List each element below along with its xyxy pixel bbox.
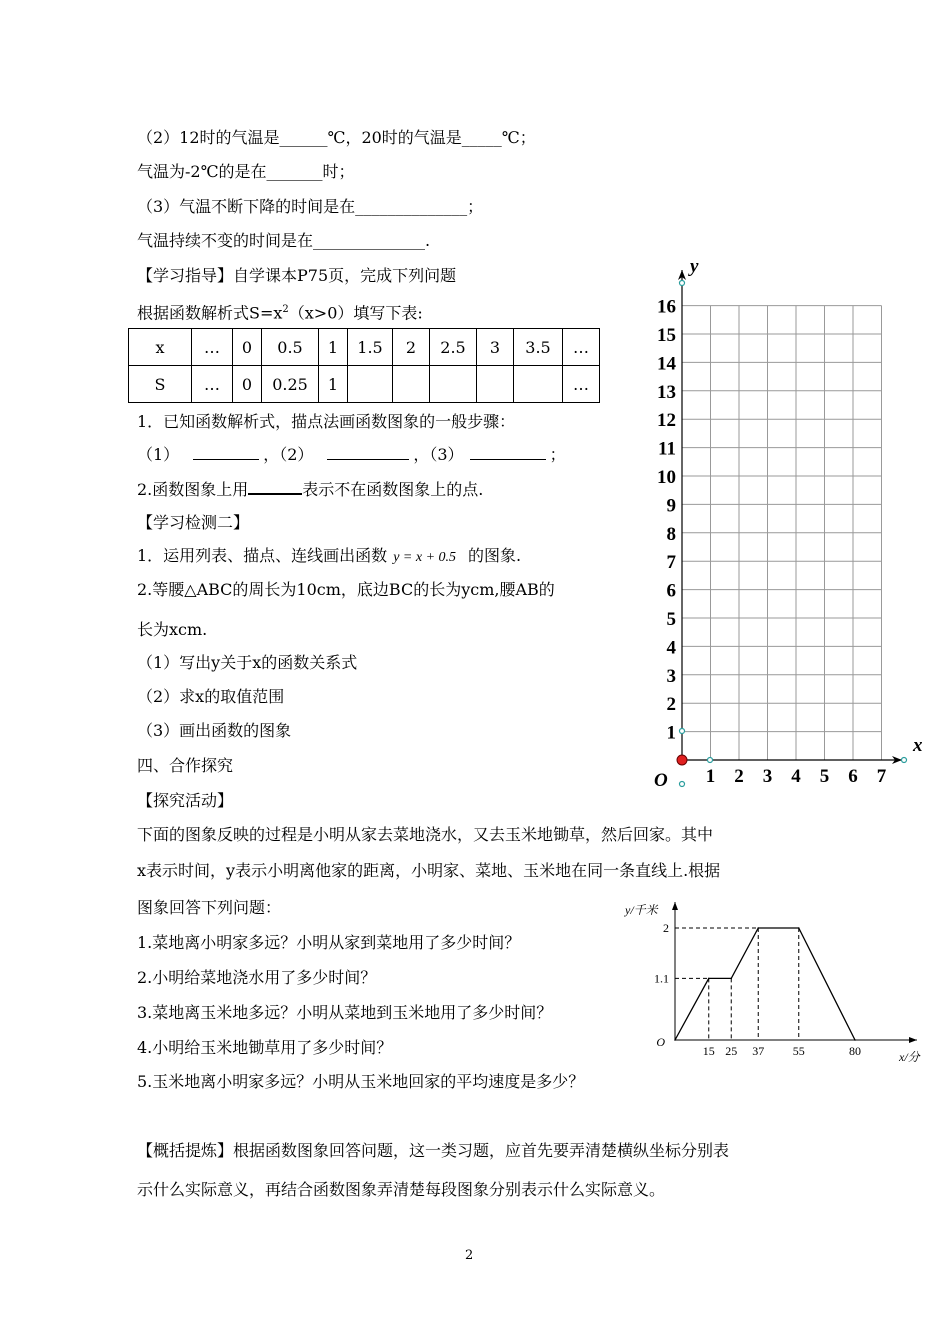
- chart-point: [730, 978, 732, 980]
- handle-dot: [680, 782, 685, 787]
- chart-x-tick-label: 55: [792, 1044, 805, 1058]
- x-tick-label: 4: [791, 766, 801, 787]
- table-cell-s-10: …: [563, 366, 600, 403]
- table-row-s: [129, 366, 600, 403]
- y-tick-label: 9: [666, 495, 676, 517]
- chart-series-line: [675, 928, 855, 1040]
- x-tick-label: 5: [819, 766, 830, 787]
- chart-x-tick-label: 25: [725, 1044, 738, 1058]
- chart-point: [708, 978, 710, 980]
- question-1: 1.菜地离小明家多远？小明从家到菜地用了多少时间？: [137, 933, 521, 952]
- table-cell-x-5: 1.5: [348, 329, 393, 366]
- y-tick-label: 5: [666, 609, 676, 630]
- y-tick-label: 4: [666, 637, 676, 659]
- handle-dot: [902, 758, 907, 763]
- table-cell-x-10: …: [563, 329, 600, 366]
- summary-2: 示什么实际意义，再结合函数图象弄清楚每段图象分别表示什么实际意义。: [137, 1180, 666, 1199]
- table-cell-x-9: 3.5: [514, 329, 563, 366]
- table-cell-x-4: 1: [319, 329, 348, 366]
- chart-x-label: x/分: [899, 1050, 920, 1064]
- activity-text-1: 下面的图象反映的过程是小明从家去菜地浇水，又去玉米地锄草，然后回家。其中: [137, 825, 714, 844]
- question-5: 5.玉米地离小明家多远？小明从玉米地回家的平均速度是多少？: [137, 1072, 585, 1091]
- chart-point: [674, 1039, 676, 1041]
- check-sub-3: （3）画出函数的图象: [137, 721, 292, 740]
- chart-y-tick-label: 1.1: [654, 971, 669, 986]
- check-sub-2: （2）求x的取值范围: [137, 687, 285, 706]
- check-item-1: 1．运用列表、描点、连线画出函数 y = x + 0.5 的图象.: [137, 546, 521, 568]
- table-cell-s-4: 1: [319, 366, 348, 403]
- table-cell-x-2: 0: [233, 329, 262, 366]
- table-cell-s-8: [477, 366, 514, 403]
- question-3: 3.菜地离玉米地多远？小明从菜地到玉米地用了多少时间？: [137, 1003, 553, 1022]
- question-2: 2.小明给菜地浇水用了多少时间？: [137, 968, 377, 987]
- coordinate-grid: [640, 250, 930, 820]
- y-tick-label: 3: [666, 665, 676, 687]
- section-check-2: 【学习检测二】: [137, 513, 250, 532]
- table-cell-s-7: [430, 366, 477, 403]
- y-tick-label: 12: [657, 410, 676, 432]
- chart-x-arrow: [909, 1037, 917, 1043]
- chart-point: [798, 927, 800, 929]
- y-tick-label: 1: [666, 722, 676, 744]
- line-temp-12-20: （2）12时的气温是______℃，20时的气温是_____℃；: [137, 128, 536, 147]
- page-number: 2: [465, 1248, 474, 1263]
- table-cell-x-7: 2.5: [430, 329, 477, 366]
- handle-dot: [708, 758, 713, 763]
- y-tick-label: 6: [666, 580, 676, 602]
- table-cell-x-8: 3: [477, 329, 514, 366]
- y-tick-label: 7: [666, 552, 676, 574]
- x-tick-label: 1: [705, 766, 716, 787]
- y-tick-label: 15: [657, 325, 676, 346]
- chart-x-tick-label: 37: [752, 1044, 765, 1058]
- table-cell-s-0: S: [129, 366, 192, 403]
- chart-y-arrow: [672, 902, 678, 910]
- section-study-guide: 【学习指导】自学课本P75页，完成下列问题: [137, 266, 457, 285]
- table-cell-x-0: x: [129, 329, 192, 366]
- table-instruction: 根据函数解析式$S=x^2(x>0)$填写下表:: [137, 303, 423, 323]
- chart-origin-label: O: [656, 1035, 665, 1049]
- chart-x-tick-label: 80: [849, 1044, 861, 1058]
- origin-dot: [677, 755, 687, 765]
- table-cell-s-5: [348, 366, 393, 403]
- table-cell-x-1: …: [192, 329, 233, 366]
- chart-x-tick-label: 15: [702, 1044, 715, 1058]
- table-cell-x-6: 2: [393, 329, 430, 366]
- line-temp-falling: （3）气温不断下降的时间是在______________；: [137, 197, 484, 216]
- section-cooperative: 四、合作探究: [137, 756, 234, 775]
- origin-label: O: [654, 770, 668, 791]
- x-axis-label: x: [913, 735, 923, 756]
- handle-dot: [680, 729, 685, 734]
- steps-blanks: （1） ，（2） ，（3） ；: [137, 445, 566, 464]
- y-tick-label: 10: [657, 467, 676, 488]
- line-temp-constant: 气温持续不变的时间是在______________.: [137, 231, 431, 250]
- y-tick-label: 14: [657, 353, 676, 375]
- y-tick-label: 8: [666, 523, 676, 545]
- x-tick-label: 2: [734, 766, 744, 787]
- x-tick-label: 3: [762, 766, 773, 787]
- distance-time-chart: [615, 890, 935, 1075]
- check-item-2: 2.等腰△ABC的周长为10cm，底边BC的长为ycm,腰AB的: [137, 580, 555, 599]
- value-table: [128, 328, 600, 403]
- table-cell-x-3: 0.5: [262, 329, 319, 366]
- y-tick-label: 11: [658, 438, 676, 460]
- activity-text-2: x表示时间，y表示小明离他家的距离，小明家、菜地、玉米地在同一条直线上.根据: [137, 861, 721, 880]
- summary-1: 【概括提炼】根据函数图象回答问题，这一类习题，应首先要弄清楚横纵坐标分别表: [137, 1141, 730, 1160]
- steps-intro: 1．已知函数解析式，描点法画函数图象的一般步骤：: [137, 412, 516, 431]
- activity-text-3: 图象回答下列问题：: [137, 898, 282, 917]
- x-tick-label: 6: [848, 766, 858, 787]
- y-tick-label: 16: [657, 296, 676, 318]
- table-cell-s-2: 0: [233, 366, 262, 403]
- table-cell-s-6: [393, 366, 430, 403]
- y-axis-label: y: [690, 256, 699, 277]
- hollow-dot-question: 2.函数图象上用 表示不在函数图象上的点.: [137, 480, 484, 499]
- check-item-2-cont: 长为xcm.: [137, 620, 208, 639]
- table-cell-s-9: [514, 366, 563, 403]
- line-temp-minus2: 气温为-2℃的是在_______时；: [137, 162, 355, 181]
- table-cell-s-1: …: [192, 366, 233, 403]
- y-tick-label: 2: [666, 694, 676, 716]
- function-formula: y = x + 0.5: [393, 550, 457, 565]
- chart-point: [854, 1039, 856, 1041]
- handle-dot: [680, 281, 685, 286]
- section-activity: 【探究活动】: [137, 791, 234, 810]
- table-cell-s-3: 0.25: [262, 366, 319, 403]
- chart-y-label: y/千米: [625, 903, 658, 917]
- chart-point: [757, 927, 759, 929]
- question-4: 4.小明给玉米地锄草用了多少时间？: [137, 1038, 393, 1057]
- chart-y-tick-label: 2: [663, 921, 669, 935]
- check-sub-1: （1）写出y关于x的函数关系式: [137, 653, 358, 672]
- y-tick-label: 13: [657, 381, 676, 403]
- table-row-x: [129, 329, 600, 366]
- x-tick-label: 7: [876, 766, 887, 787]
